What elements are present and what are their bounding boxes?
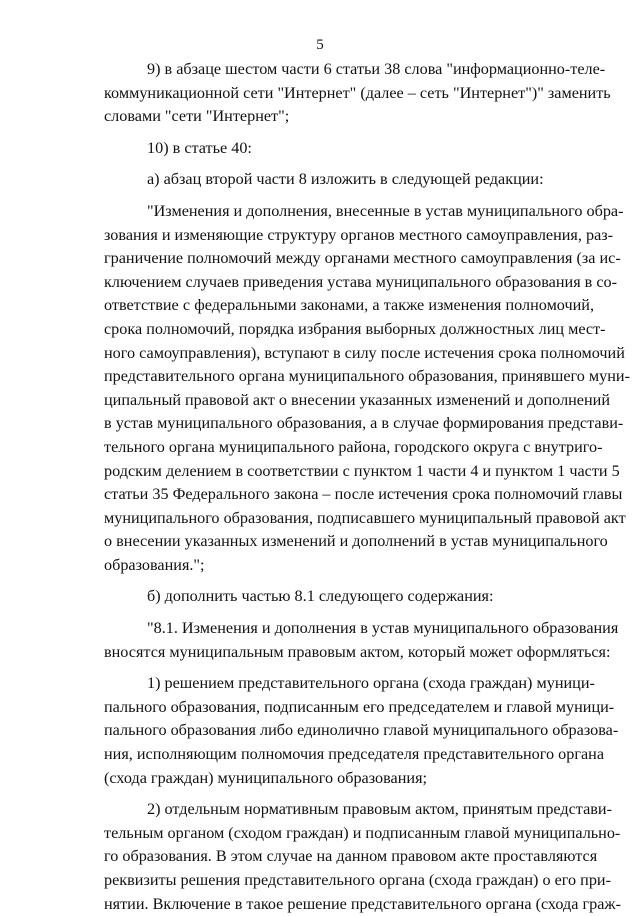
text-line: пального образования, подписанным его председателем и главой муници- — [104, 697, 615, 716]
text-line: ния, исполняющим полномочия председателя представительного органа — [104, 745, 605, 764]
text-line: реквизиты решения представительного органа (схода граждан) о его при- — [104, 871, 611, 889]
text-line: "Изменения и дополнения, внесенные в устав муниципального обра- — [147, 201, 624, 220]
text-line: нятии. Включение в такое решение представительного органа (схода граж- — [104, 894, 621, 913]
text-line: б) дополнить частью 8.1 следующего содержания: — [147, 587, 494, 606]
text-line: вносятся муниципальным правовым актом, который может оформляться: — [104, 642, 611, 661]
paragraph-gap — [104, 609, 594, 617]
paragraph — [104, 585, 594, 609]
document-body — [104, 58, 630, 916]
text-line: словами "сети "Интернет"; — [104, 107, 290, 126]
text-line: срока полномочий, порядка избрания выборных должностных лиц мест- — [104, 319, 606, 338]
paragraph-gap — [104, 160, 594, 168]
text-line: муниципального образования, подписавшего муниципальный правовой акт — [104, 508, 626, 527]
text-line: 10) в статье 40: — [147, 138, 252, 157]
text-line: в устав муниципального образования, а в случае формирования представи- — [104, 414, 624, 433]
text-line: го образования. В этом случае на данном правовом акте проставляются — [104, 847, 598, 866]
text-line: о внесении указанных изменений и дополнений в устав муниципального — [104, 532, 608, 551]
paragraph — [104, 617, 619, 664]
text-line: ного самоуправления), вступают в силу после истечения срока полномочий — [104, 343, 625, 362]
paragraph-gap — [104, 664, 594, 672]
paragraph — [104, 168, 594, 192]
paragraph-gap — [104, 577, 594, 585]
paragraph-gap — [104, 129, 594, 137]
text-line: образования."; — [104, 555, 205, 574]
text-line: 1) решением представительного органа (схода граждан) муници- — [147, 674, 595, 693]
paragraph — [104, 672, 619, 790]
paragraph-gap — [104, 192, 594, 200]
paragraph — [104, 798, 621, 916]
text-line: коммуникационной сети "Интернет" (далее – сеть "Интернет")" заменить — [104, 83, 611, 102]
paragraph-gap — [104, 790, 594, 798]
page-number: 5 — [316, 37, 324, 53]
text-line: пального образования либо единолично главой муниципального образова- — [104, 721, 619, 740]
text-line: представительного органа муниципального образования, принявшего муни- — [104, 367, 630, 386]
text-line: граничение полномочий между органами местного самоуправления (за ис- — [104, 249, 621, 268]
text-line: "8.1. Изменения и дополнения в устав муниципального образования — [147, 619, 619, 638]
text-line: ципальный правовой акт о внесении указанных изменений и дополнений — [104, 390, 610, 409]
text-line: 2) отдельным нормативным правовым актом, принятым представи- — [147, 800, 612, 819]
text-line: 9) в абзаце шестом части 6 статьи 38 слова "информационно-теле- — [147, 60, 606, 78]
text-line: родским делением в соответствии с пунктом 1 части 4 и пунктом 1 части 5 — [104, 461, 620, 480]
text-line: ответствие с федеральными законами, а также изменения полномочий, — [104, 296, 594, 315]
text-line: статьи 35 Федерального закона – после истечения срока полномочий главы — [104, 485, 623, 504]
paragraph — [104, 200, 630, 578]
text-line: тельного органа муниципального района, городского округа с внутриго- — [104, 437, 603, 456]
text-line: тельным органом (сходом граждан) и подписанным главой муниципально- — [104, 823, 621, 842]
text-line: а) абзац второй части 8 изложить в следующей редакции: — [147, 170, 544, 189]
paragraph — [104, 58, 611, 129]
paragraph — [104, 137, 594, 161]
text-line: ключением случаев приведения устава муниципального образования в со- — [104, 272, 618, 291]
text-line: зования и изменяющие структуру органов местного самоуправления, раз- — [104, 225, 614, 244]
text-line: (схода граждан) муниципального образования; — [104, 768, 428, 787]
